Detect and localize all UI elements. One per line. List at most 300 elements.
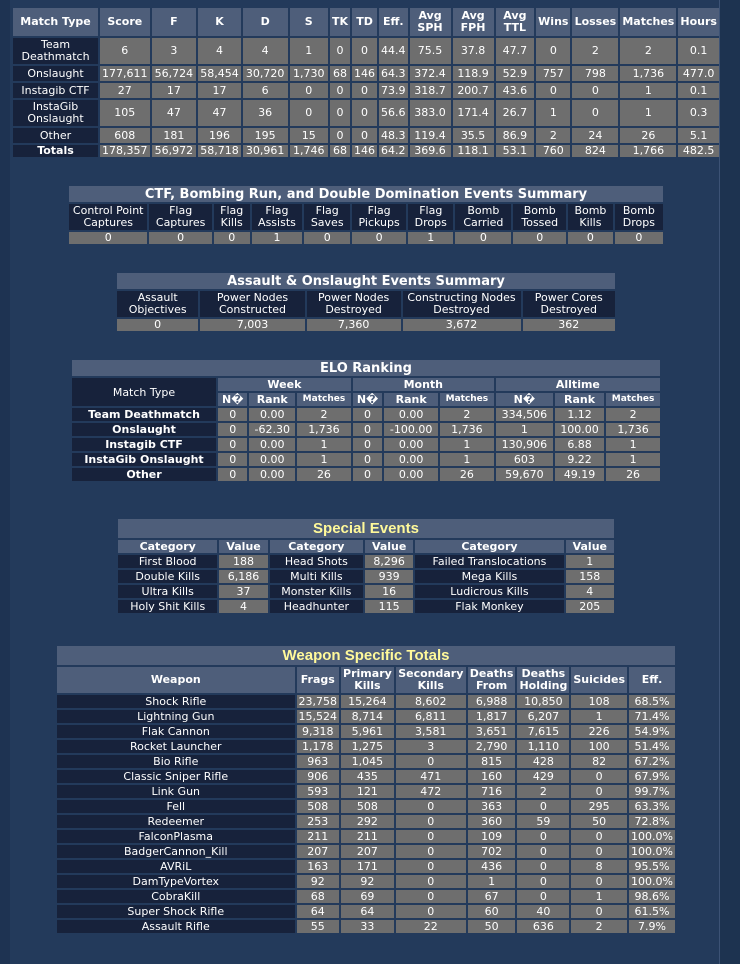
elo-cell: 26 xyxy=(440,468,494,481)
weapon-cell: 2 xyxy=(571,920,627,933)
weapon-cell: 1 xyxy=(571,710,627,723)
weapon-cell: 906 xyxy=(297,770,340,783)
match-cell: 119.4 xyxy=(410,128,451,143)
elo-match-type-header: Match Type xyxy=(72,378,216,406)
elo-group-week: Week xyxy=(218,378,351,391)
weapon-cell: 3 xyxy=(396,740,466,753)
weapon-cell: 67 xyxy=(468,890,516,903)
table-row xyxy=(13,83,719,98)
weapon-cell: 0 xyxy=(396,845,466,858)
weapon-header: Deaths Holding xyxy=(519,667,568,692)
weapon-cell: 98.6% xyxy=(629,890,675,903)
table-row xyxy=(13,128,719,143)
elo-cell: 9.22 xyxy=(555,453,604,466)
weapon-cell: 68 xyxy=(297,890,340,903)
match-cell: 27 xyxy=(100,83,150,98)
weapon-cell: 71.4% xyxy=(629,710,675,723)
weapon-cell: 121 xyxy=(341,785,394,798)
table-row xyxy=(57,710,675,723)
match-cell: 383.0 xyxy=(410,100,451,126)
totals-label: Totals xyxy=(13,145,98,157)
table-row xyxy=(72,423,660,436)
elo-title: ELO Ranking xyxy=(72,360,660,376)
match-col-header: Losses xyxy=(572,8,618,36)
weapon-cell: 64 xyxy=(297,905,340,918)
match-cell: 608 xyxy=(100,128,150,143)
match-cell: 30,720 xyxy=(243,66,288,81)
assault-header: Power Cores Destroyed xyxy=(523,291,615,317)
elo-cell: 1,736 xyxy=(440,423,494,436)
match-col-header: S xyxy=(290,8,328,36)
elo-subheader: Matches xyxy=(606,393,660,406)
special-header: Category xyxy=(118,540,217,553)
match-cell: 0 xyxy=(572,83,618,98)
table-row xyxy=(13,38,719,64)
weapon-cell: 100 xyxy=(571,740,627,753)
ctf-header: Control Point Captures xyxy=(69,204,147,230)
match-cell: 75.5 xyxy=(410,38,451,64)
weapons-title: Weapon Specific Totals xyxy=(57,646,675,665)
match-cell: 6 xyxy=(100,38,150,64)
elo-cell: 26 xyxy=(297,468,351,481)
elo-cell: 0 xyxy=(218,468,247,481)
match-cell: 372.4 xyxy=(410,66,451,81)
scrollbar[interactable] xyxy=(719,0,740,964)
match-cell: 195 xyxy=(243,128,288,143)
elo-cell: 2 xyxy=(440,408,494,421)
elo-cell: 1 xyxy=(496,423,553,436)
elo-cell: 130,906 xyxy=(496,438,553,451)
weapon-name: Assault Rifle xyxy=(57,920,295,933)
weapon-name: Shock Rifle xyxy=(57,695,295,708)
special-category: Mega Kills xyxy=(415,570,563,583)
table-row xyxy=(57,695,675,708)
match-cell: 48.3 xyxy=(381,128,406,142)
ctf-value: 1 xyxy=(252,232,303,244)
weapon-cell: 253 xyxy=(297,815,340,828)
match-cell: 56.6 xyxy=(379,100,408,126)
totals-cell: 482.5 xyxy=(678,145,719,157)
match-cell: 1,730 xyxy=(290,66,328,81)
weapon-cell: 1,178 xyxy=(297,740,340,753)
match-cell: 52.9 xyxy=(496,66,535,81)
elo-match-type: Other xyxy=(72,468,216,481)
weapon-name: Super Shock Rifle xyxy=(57,905,295,918)
elo-cell: 1 xyxy=(606,453,660,466)
match-type-label: InstaGib Onslaught xyxy=(13,100,98,126)
match-cell: 5.1 xyxy=(678,128,719,143)
special-value: 37 xyxy=(219,585,267,598)
table-row xyxy=(57,740,675,753)
special-header: Value xyxy=(219,540,267,553)
weapon-cell: 22 xyxy=(396,920,466,933)
weapon-cell: 67.9% xyxy=(629,770,675,783)
weapon-cell: 0 xyxy=(517,860,569,873)
weapon-cell: 963 xyxy=(297,755,340,768)
elo-cell: 1 xyxy=(297,453,351,466)
match-cell: 36 xyxy=(243,100,288,126)
special-header: Value xyxy=(365,540,413,553)
weapon-header: Secondary Kills xyxy=(396,667,466,693)
weapon-name: CobraKill xyxy=(57,890,295,903)
ctf-header: Flag Kills xyxy=(214,204,250,230)
elo-cell: 1 xyxy=(297,438,351,451)
weapon-cell: 0 xyxy=(396,890,466,903)
special-value: 4 xyxy=(566,585,614,598)
match-cell: 0 xyxy=(290,100,328,126)
weapon-cell: 160 xyxy=(468,770,516,783)
ctf-value: 0 xyxy=(304,232,350,244)
match-cell: 58,454 xyxy=(200,66,239,80)
weapon-cell: 69 xyxy=(341,890,394,903)
elo-cell: 59,670 xyxy=(496,468,553,481)
match-cell: 0 xyxy=(536,83,570,98)
match-cell: 17 xyxy=(152,83,197,98)
weapon-cell: 23,758 xyxy=(298,695,338,708)
match-cell: 1,736 xyxy=(620,66,676,81)
weapon-cell: 99.7% xyxy=(629,785,675,798)
weapon-cell: 7.9% xyxy=(629,920,675,933)
weapon-cell: 6,988 xyxy=(468,695,516,708)
weapon-name: Bio Rifle xyxy=(57,755,295,768)
match-cell: 4 xyxy=(243,38,288,64)
weapon-cell: 0 xyxy=(571,785,627,798)
weapon-cell: 435 xyxy=(341,770,394,783)
weapon-cell: 109 xyxy=(468,830,516,843)
totals-cell: 824 xyxy=(572,145,618,157)
weapon-cell: 3,581 xyxy=(396,725,466,738)
special-category: Failed Translocations xyxy=(415,555,563,568)
match-type-label: Instagib CTF xyxy=(13,83,98,98)
weapon-cell: 0 xyxy=(517,875,569,888)
match-cell: 118.9 xyxy=(453,66,494,81)
totals-cell: 58,718 xyxy=(200,145,239,157)
weapon-cell: 67.2% xyxy=(629,755,675,768)
match-cell: 0 xyxy=(352,128,377,143)
weapon-cell: 40 xyxy=(517,905,569,918)
special-category: Multi Kills xyxy=(270,570,363,583)
table-row xyxy=(13,100,719,126)
special-category: Headhunter xyxy=(270,600,363,613)
match-type-label: Other xyxy=(13,128,98,143)
elo-cell: 603 xyxy=(496,453,553,466)
assault-header: Power Nodes Constructed xyxy=(200,291,304,317)
ctf-header: Flag Pickups xyxy=(352,204,406,230)
match-cell: 0 xyxy=(352,38,377,64)
weapon-cell: 92 xyxy=(341,875,394,888)
weapon-header: Deaths From xyxy=(469,667,514,692)
match-cell: 196 xyxy=(198,128,241,143)
elo-cell: 0.00 xyxy=(384,468,438,481)
elo-subheader: Rank xyxy=(555,393,604,406)
match-cell: 47.7 xyxy=(496,38,535,64)
weapon-cell: 295 xyxy=(571,800,627,813)
match-cell: 26.7 xyxy=(496,100,535,126)
match-cell: 0.1 xyxy=(678,83,719,98)
left-frame xyxy=(0,0,10,964)
match-cell: 0 xyxy=(572,100,618,126)
table-row xyxy=(118,600,614,613)
weapon-cell: 163 xyxy=(297,860,340,873)
weapon-cell: 68.5% xyxy=(629,695,675,708)
weapon-cell: 0 xyxy=(396,800,466,813)
elo-subheader: Matches xyxy=(297,393,351,406)
elo-match-type: InstaGib Onslaught xyxy=(72,453,216,466)
special-header: Value xyxy=(566,540,614,553)
elo-cell: -100.00 xyxy=(384,423,438,436)
special-value: 115 xyxy=(365,600,413,613)
elo-subheader: Rank xyxy=(249,393,295,406)
weapon-cell: 1,110 xyxy=(517,740,569,753)
special-value: 6,186 xyxy=(219,570,267,583)
elo-cell: 0.00 xyxy=(249,438,295,451)
elo-cell: 49.19 xyxy=(555,468,604,481)
weapon-name: Link Gun xyxy=(57,785,295,798)
weapon-header: Eff. xyxy=(629,667,675,693)
weapon-cell: 0 xyxy=(571,845,627,858)
match-type-label: Team Deathmatch xyxy=(13,38,98,64)
special-category: Flak Monkey xyxy=(415,600,563,613)
table-row xyxy=(57,755,675,768)
match-cell: 17 xyxy=(198,83,241,98)
weapon-cell: 0 xyxy=(517,890,569,903)
match-cell: 757 xyxy=(536,66,570,81)
match-cell: 0 xyxy=(330,128,350,143)
weapon-cell: 0 xyxy=(571,875,627,888)
ctf-events-table xyxy=(67,184,665,246)
match-cell: 0 xyxy=(330,38,350,64)
weapon-cell: 8 xyxy=(571,860,627,873)
elo-cell: 2 xyxy=(297,408,351,421)
match-col-header: TK xyxy=(330,8,350,36)
ctf-header: Flag Assists xyxy=(252,204,303,230)
elo-cell: 0 xyxy=(353,438,382,451)
elo-cell: 0 xyxy=(353,408,382,421)
table-row xyxy=(57,890,675,903)
ctf-value: 0 xyxy=(69,232,147,244)
weapon-cell: 100.0% xyxy=(629,875,675,888)
weapon-cell: 0 xyxy=(396,830,466,843)
elo-cell: 1 xyxy=(440,453,494,466)
match-col-header: Eff. xyxy=(379,8,408,36)
weapon-cell: 54.9% xyxy=(629,725,675,738)
weapon-cell: 1 xyxy=(468,875,516,888)
elo-cell: 0.00 xyxy=(384,438,438,451)
match-cell: 1 xyxy=(290,38,328,64)
weapon-cell: 0 xyxy=(517,845,569,858)
weapon-name: Rocket Launcher xyxy=(57,740,295,753)
match-cell: 105 xyxy=(100,100,150,126)
weapon-cell: 6,207 xyxy=(517,710,569,723)
table-row xyxy=(13,66,719,81)
elo-cell: 1 xyxy=(440,438,494,451)
weapon-cell: 50 xyxy=(468,920,516,933)
weapon-cell: 60 xyxy=(468,905,516,918)
special-value: 188 xyxy=(219,555,267,568)
elo-cell: 0.00 xyxy=(384,453,438,466)
weapon-cell: 0 xyxy=(396,905,466,918)
elo-cell: 0.00 xyxy=(249,468,295,481)
table-row xyxy=(57,860,675,873)
match-cell: 37.8 xyxy=(453,38,494,64)
elo-cell: 0.00 xyxy=(249,453,295,466)
assault-value: 7,360 xyxy=(307,319,401,331)
weapon-cell: 0 xyxy=(396,875,466,888)
special-category: First Blood xyxy=(118,555,217,568)
special-category: Holy Shit Kills xyxy=(118,600,217,613)
table-row xyxy=(118,570,614,583)
match-col-header: F xyxy=(152,8,197,36)
table-row xyxy=(118,585,614,598)
weapon-cell: 292 xyxy=(341,815,394,828)
elo-cell: 26 xyxy=(606,468,660,481)
match-cell: 1 xyxy=(620,100,676,126)
weapon-cell: 108 xyxy=(571,695,627,708)
elo-cell: 100.00 xyxy=(555,423,604,436)
elo-cell: 334,506 xyxy=(496,408,553,421)
weapon-cell: 5,961 xyxy=(341,725,394,738)
match-cell: 798 xyxy=(572,66,618,81)
table-row xyxy=(57,785,675,798)
assault-header: Constructing Nodes Destroyed xyxy=(403,291,521,317)
weapon-cell: 636 xyxy=(517,920,569,933)
weapon-cell: 63.3% xyxy=(629,800,675,813)
match-col-header: Wins xyxy=(536,8,570,36)
weapon-cell: 0 xyxy=(396,860,466,873)
weapon-cell: 92 xyxy=(297,875,340,888)
weapon-cell: 0 xyxy=(571,905,627,918)
elo-cell: 0 xyxy=(218,423,247,436)
match-cell: 171.4 xyxy=(453,100,494,126)
match-cell: 177,611 xyxy=(102,66,148,80)
match-cell: 3 xyxy=(152,38,197,64)
match-cell: 43.6 xyxy=(496,83,535,98)
weapon-cell: 207 xyxy=(341,845,394,858)
match-type-table xyxy=(11,6,721,159)
elo-cell: 0 xyxy=(218,408,247,421)
ctf-header: Bomb Carried xyxy=(455,204,511,230)
elo-match-type: Instagib CTF xyxy=(72,438,216,451)
weapon-cell: 0 xyxy=(517,800,569,813)
weapon-cell: 1,817 xyxy=(468,710,516,723)
weapon-cell: 100.0% xyxy=(629,845,675,858)
weapon-cell: 226 xyxy=(571,725,627,738)
elo-cell: 0 xyxy=(353,423,382,436)
match-cell: 146 xyxy=(354,66,376,80)
match-cell: 24 xyxy=(572,128,618,143)
totals-cell: 369.6 xyxy=(410,145,451,157)
weapon-name: Fell xyxy=(57,800,295,813)
totals-cell: 1,766 xyxy=(620,145,676,157)
match-cell: 68 xyxy=(330,66,350,81)
assault-header: Assault Objectives xyxy=(117,291,198,317)
weapon-cell: 0 xyxy=(571,830,627,843)
weapon-cell: 207 xyxy=(297,845,340,858)
assault-header: Power Nodes Destroyed xyxy=(307,291,401,317)
table-row xyxy=(57,905,675,918)
match-cell: 44.4 xyxy=(379,38,408,64)
match-cell: 181 xyxy=(152,128,197,143)
weapon-cell: 55 xyxy=(297,920,340,933)
totals-cell: 68 xyxy=(330,145,350,157)
weapon-cell: 3,651 xyxy=(468,725,516,738)
ctf-value: 0 xyxy=(455,232,511,244)
table-row xyxy=(57,830,675,843)
elo-match-type: Team Deathmatch xyxy=(72,408,216,421)
table-row xyxy=(57,815,675,828)
weapon-cell: 95.5% xyxy=(629,860,675,873)
ctf-header: Flag Drops xyxy=(408,204,453,230)
ctf-value: 0 xyxy=(615,232,663,244)
weapon-cell: 2,790 xyxy=(468,740,516,753)
assault-value: 3,672 xyxy=(403,319,521,331)
match-col-header: Matches xyxy=(620,8,676,36)
ctf-value: 0 xyxy=(513,232,566,244)
table-row xyxy=(57,770,675,783)
match-cell: 15 xyxy=(290,128,328,143)
match-cell: 2 xyxy=(620,38,676,64)
weapon-cell: 0 xyxy=(396,755,466,768)
elo-match-type: Onslaught xyxy=(72,423,216,436)
match-cell: 4 xyxy=(198,38,241,64)
special-title: Special Events xyxy=(118,519,614,538)
weapon-cell: 716 xyxy=(468,785,516,798)
weapon-cell: 472 xyxy=(396,785,466,798)
elo-cell: 0.00 xyxy=(384,408,438,421)
ctf-header: Flag Captures xyxy=(149,204,211,230)
match-cell: 26 xyxy=(620,128,676,143)
weapon-cell: 59 xyxy=(517,815,569,828)
weapon-cell: 100.0% xyxy=(629,830,675,843)
table-row xyxy=(118,555,614,568)
elo-cell: 1.12 xyxy=(555,408,604,421)
weapon-cell: 702 xyxy=(468,845,516,858)
table-row xyxy=(57,800,675,813)
match-cell: 1 xyxy=(536,100,570,126)
match-col-header: Avg TTL xyxy=(496,8,535,36)
table-row xyxy=(72,453,660,466)
ctf-header: Bomb Tossed xyxy=(513,204,566,230)
elo-ranking-table xyxy=(70,358,662,483)
special-category: Double Kills xyxy=(118,570,217,583)
match-cell: 86.9 xyxy=(496,128,535,143)
match-cell: 200.7 xyxy=(453,83,494,98)
ctf-header: Bomb Kills xyxy=(568,204,613,230)
weapon-name: AVRiL xyxy=(57,860,295,873)
weapon-name: FalconPlasma xyxy=(57,830,295,843)
weapon-cell: 15,524 xyxy=(298,710,338,723)
match-cell: 56,724 xyxy=(152,66,197,81)
ctf-value: 0 xyxy=(352,232,406,244)
totals-cell: 1,746 xyxy=(290,145,328,157)
weapon-header: Frags xyxy=(297,667,340,693)
weapon-name: Flak Cannon xyxy=(57,725,295,738)
weapon-cell: 82 xyxy=(571,755,627,768)
special-value: 4 xyxy=(219,600,267,613)
totals-cell: 64.2 xyxy=(381,145,406,157)
table-row xyxy=(72,468,660,481)
match-cell: 0 xyxy=(536,38,570,64)
elo-cell: 2 xyxy=(606,408,660,421)
special-value: 939 xyxy=(365,570,413,583)
weapon-header: Suicides xyxy=(571,667,627,693)
match-cell: 477.0 xyxy=(678,66,719,81)
elo-cell: 0.00 xyxy=(249,408,295,421)
special-value: 1 xyxy=(566,555,614,568)
table-row xyxy=(57,725,675,738)
ctf-title: CTF, Bombing Run, and Double Domination Events Summary xyxy=(69,186,663,202)
special-category: Ultra Kills xyxy=(118,585,217,598)
